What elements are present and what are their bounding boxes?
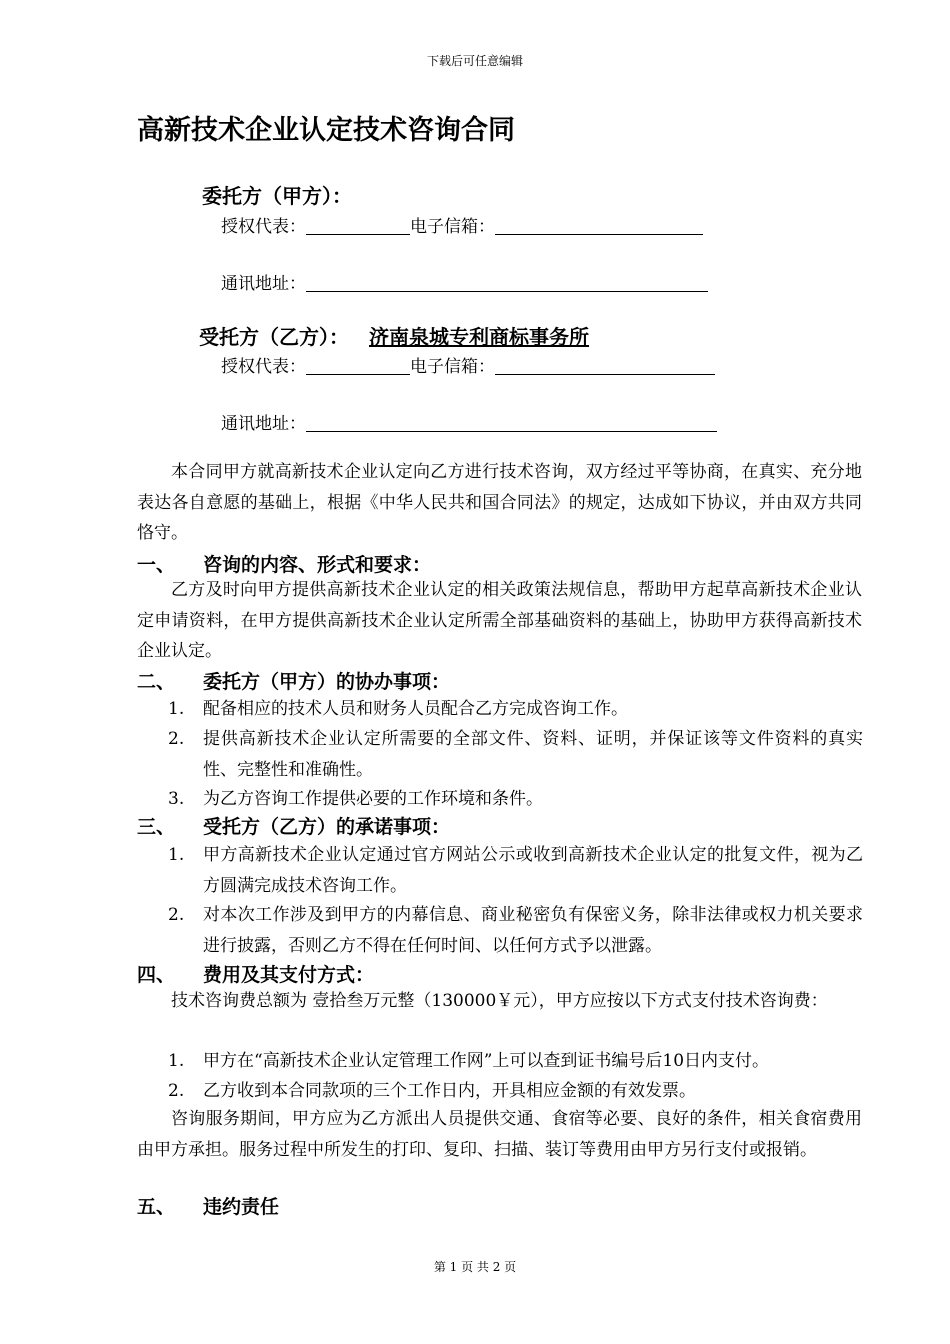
party-a-label: 委托方（甲方）： [202,184,352,208]
section-4-text: 技术咨询费总额为 壹拾叁万元整（130000￥元），甲方应按以下方式支付技术咨询费： [171,991,828,1011]
section-4-heading: 四、 费用及其支付方式： [137,964,375,986]
section-4-extra: 咨询服务期间，甲方应为乙方派出人员提供交通、食宿等必要、良好的条件，相关食宿费用由甲方承担。服务过程中所发生的打印、复印、扫描、装订等费用由甲方另行支付或报销。 [137,1109,862,1160]
intro-paragraph: 本合同甲方就高新技术企业认定向乙方进行技术咨询，双方经过平等协商，在真实、充分地表达各自意愿的基础上，根据《中华人民共和国合同法》的规定，达成如下协议，并由双方共同恪守。 [137,462,862,543]
section-1-text: 乙方及时向甲方提供高新技术企业认定的相关政策法规信息，帮助甲方起草高新技术企业认定申请资料，在甲方提供高新技术企业认定所需全部基础资料的基础上，协助甲方获得高新技术企业认定。 [137,580,862,661]
party-a-rep-row [221,212,703,237]
list-item: 2. 对本次工作涉及到甲方的内幕信息、商业秘密负有保密义务，除非法律或权力机关要求进行披露，否则乙方不得在任何时间、以任何方式予以泄露。 [168,905,863,956]
party-b-rep-row [221,352,715,377]
party-a-addr-row [221,269,708,294]
party-a-addr-label: 通讯地址： [221,274,306,294]
list-item: 2. 乙方收到本合同款项的三个工作日内，开具相应金额的有效发票。 [168,1081,696,1101]
list-item: 1. 配备相应的技术人员和财务人员配合乙方完成咨询工作。 [168,699,628,719]
party-a-email-blank [495,216,703,235]
list-item: 2. 提供高新技术企业认定所需要的全部文件、资料、证明，并保证该等文件资料的真实性、完整性和准确性。 [168,729,863,780]
party-b-addr-row [221,409,717,434]
section-2-heading: 二、 委托方（甲方）的协办事项： [137,671,451,693]
party-b-email-label: 电子信箱： [410,357,495,377]
party-b-addr-label: 通讯地址： [221,414,306,434]
section-5-heading: 五、 违约责任 [137,1196,280,1218]
section-3-heading: 三、 受托方（乙方）的承诺事项： [137,816,451,838]
party-b-rep-label: 授权代表： [221,357,306,377]
document-title: 高新技术企业认定技术咨询合同 [137,115,515,146]
party-b-rep-blank [306,356,410,375]
list-item: 1. 甲方高新技术企业认定通过官方网站公示或收到高新技术企业认定的批复文件，视为乙方圆满完成技术咨询工作。 [168,845,863,896]
party-a-addr-blank [306,273,708,292]
page-header: 下载后可任意编辑 [426,54,523,68]
party-a-rep-label: 授权代表： [221,217,306,237]
party-a-email-label: 电子信箱： [410,217,495,237]
party-b-addr-blank [306,413,717,432]
party-b-name: 济南泉城专利商标事务所 [369,325,589,349]
party-b-label: 受托方（乙方）： [199,325,349,349]
list-item: 1. 甲方在“高新技术企业认定管理工作网”上可以查到证书编号后10日内支付。 [168,1051,770,1071]
party-b-row [199,321,691,350]
party-a-rep-blank [306,216,410,235]
list-item: 3. 为乙方咨询工作提供必要的工作环境和条件。 [168,789,543,809]
section-1-heading: 一、 咨询的内容、形式和要求： [137,554,432,576]
page-footer: 第 1 页 共 2 页 [433,1260,517,1274]
party-b-email-blank [495,356,715,375]
